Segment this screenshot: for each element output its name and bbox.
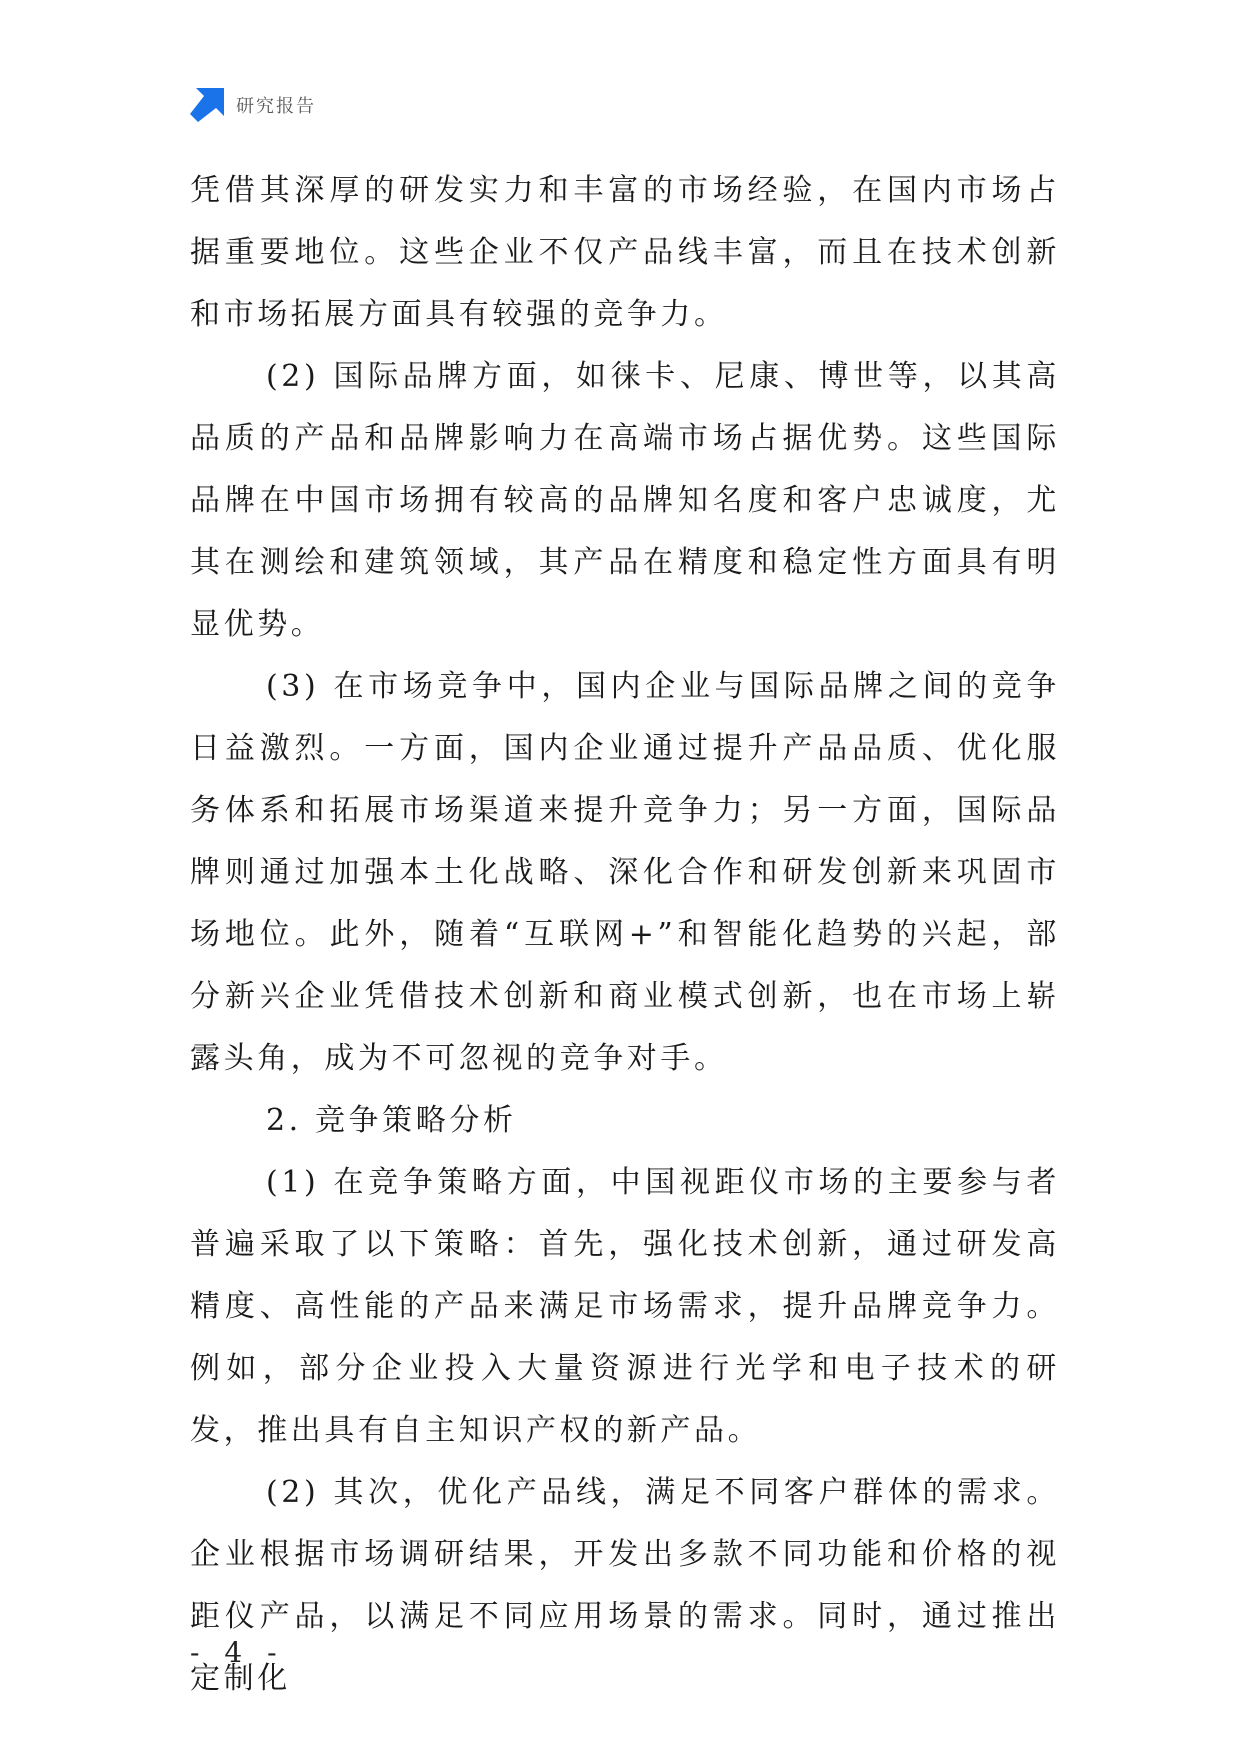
page-header — [190, 88, 316, 122]
page-number: - 4 - — [190, 1636, 285, 1669]
paragraph-market-competition: (3) 在市场竞争中，国内企业与国际品牌之间的竞争日益激烈。一方面，国内企业通过提升产品品质、优化服务体系和拓展市场渠道来提升竞争力；另一方面，国际品牌则通过加强本土化战略、深化合作和研发创新来巩固市场地位。此外，随着“互联网+”和智能化趋势的兴起，部分新兴企业凭借技术创新和商业模式创新，也在市场上崭露头角，成为不可忽视的竞争对手。 — [190, 669, 1060, 1076]
paragraph-strategy-2: (2) 其次，优化产品线，满足不同客户群体的需求。企业根据市场调研结果，开发出多款不同功能和价格的视距仪产品，以满足不同应用场景的需求。同时，通过推出定制化 — [190, 1475, 1060, 1696]
paragraph-international-brands: (2) 国际品牌方面，如徕卡、尼康、博世等，以其高品质的产品和品牌影响力在高端市场占据优势。这些国际品牌在中国市场拥有较高的品牌知名度和客户忠诚度，尤其在测绘和建筑领域，其产品在精度和稳定性方面具有明显优势。 — [190, 359, 1060, 642]
document-body — [190, 160, 1060, 1710]
paragraph-continuation: 凭借其深厚的研发实力和丰富的市场经验，在国内市场占据重要地位。这些企业不仅产品线丰富，而且在技术创新和市场拓展方面具有较强的竞争力。 — [190, 173, 1060, 332]
paragraph-strategy-1: (1) 在竞争策略方面，中国视距仪市场的主要参与者普遍采取了以下策略：首先，强化技术创新，通过研发高精度、高性能的产品来满足市场需求，提升品牌竞争力。例如，部分企业投入大量资源进行光学和电子技术的研发，推出具有自主知识产权的新产品。 — [190, 1165, 1060, 1448]
arrow-up-right-icon — [190, 88, 224, 122]
header-label: 研究报告 — [236, 96, 316, 117]
section-heading: 2. 竞争策略分析 — [266, 1103, 517, 1138]
